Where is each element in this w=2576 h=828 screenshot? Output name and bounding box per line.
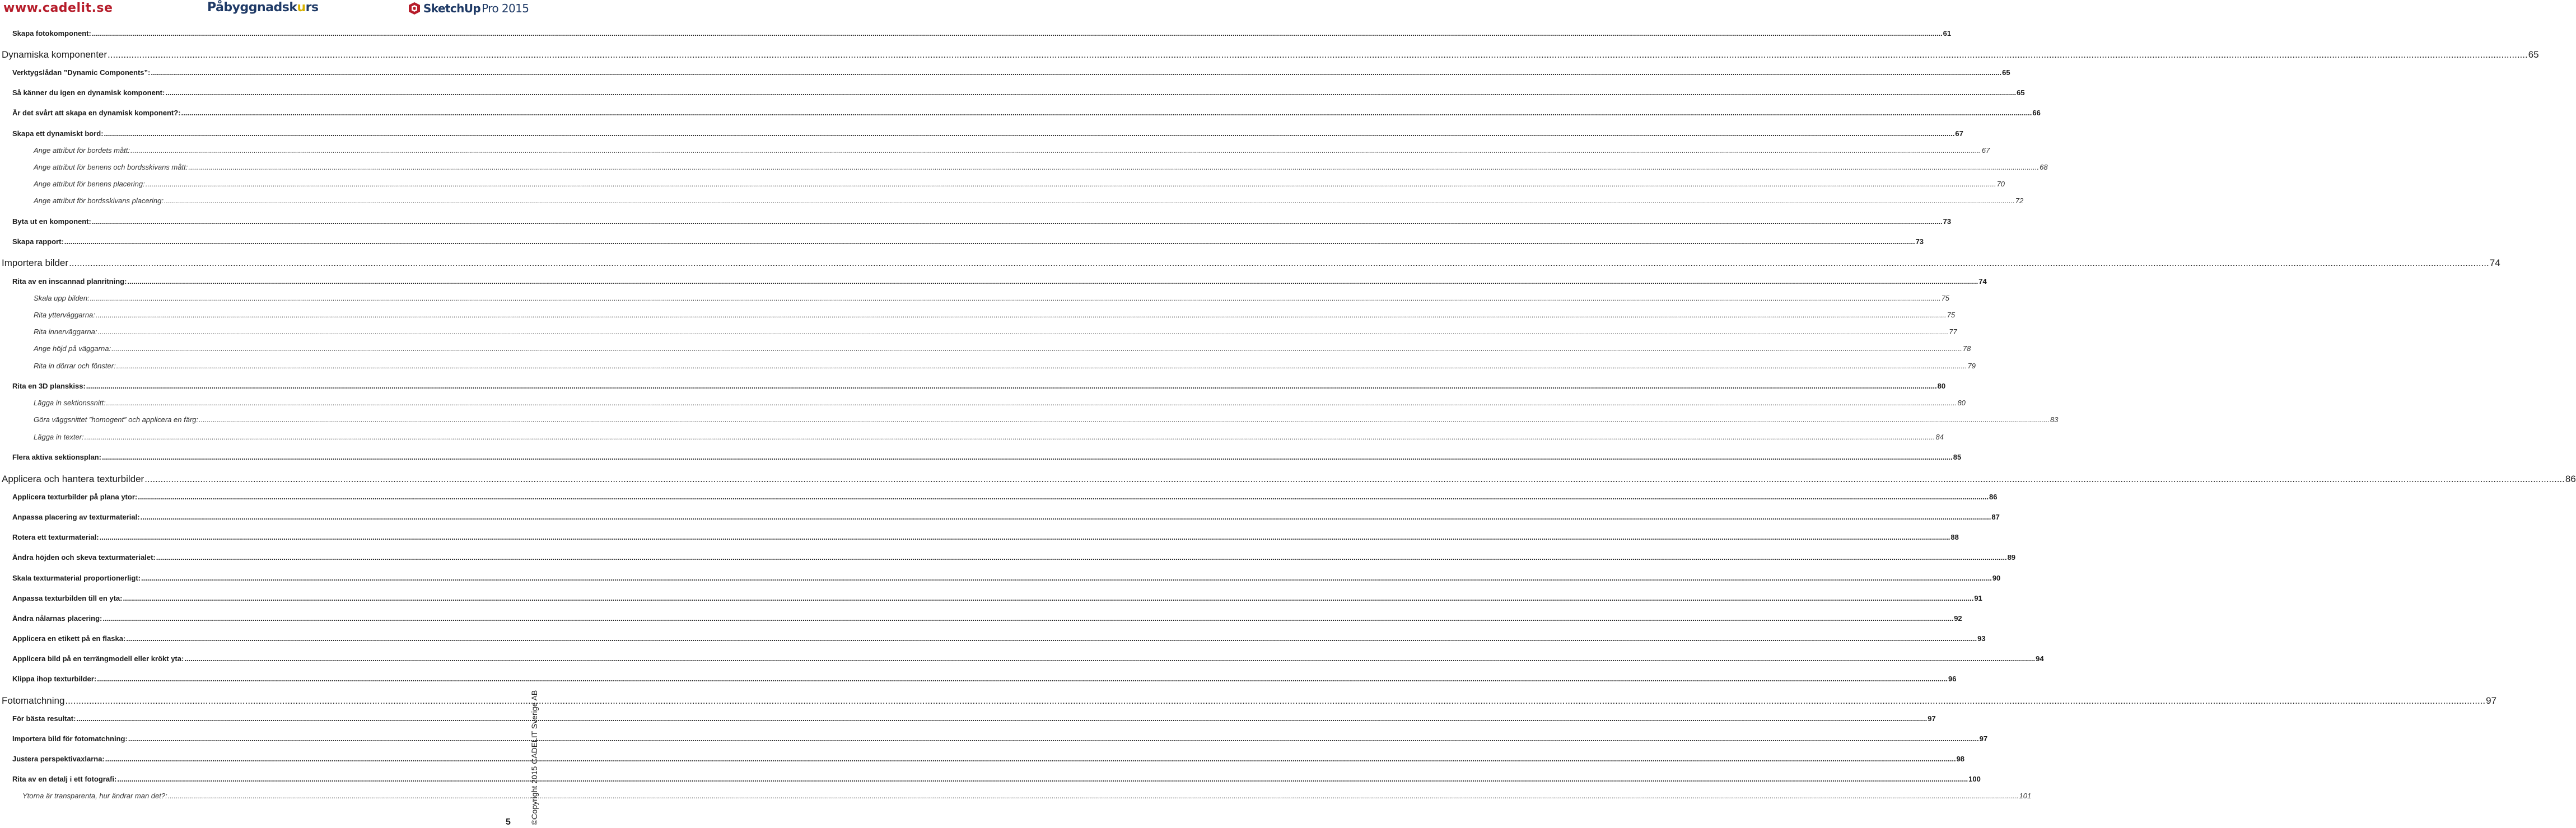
toc-leader-dots [188, 163, 2039, 171]
toc-entry[interactable] [12, 574, 2001, 582]
toc-subentry-title: Ytorna är transparenta, hur ändrar man det?: [22, 792, 167, 800]
toc-entry[interactable] [12, 88, 2025, 97]
toc-subentry[interactable] [34, 146, 1990, 155]
toc-chapter[interactable] [2, 695, 2497, 707]
toc-subentry[interactable] [34, 311, 1956, 319]
toc-leader-dots [86, 382, 1937, 390]
toc-entry-page: 61 [1943, 29, 1952, 38]
toc-subentry-page: 75 [1941, 294, 1950, 302]
toc-subentry-title: Rita innerväggarna: [34, 328, 97, 336]
toc-leader-dots [199, 415, 2050, 424]
toc-subentry[interactable] [34, 362, 1976, 370]
toc-leader-dots [90, 294, 1941, 302]
toc-leader-dots [156, 553, 2007, 562]
toc-entry-title: Rita av en detalj i ett fotografi: [12, 775, 117, 783]
toc-subentry-title: Ange attribut för bordsskivans placering: [34, 197, 164, 205]
toc-entry[interactable] [12, 775, 1981, 783]
toc-leader-dots [141, 513, 1991, 521]
toc-leader-dots [108, 49, 2528, 60]
toc-entry-title: Är det svårt att skapa en dynamisk komponent?: [12, 109, 181, 117]
toc-leader-dots [111, 344, 1962, 353]
toc-entry-title: Klippa ihop texturbilder: [12, 675, 97, 683]
toc-subentry-page: 78 [1962, 344, 1971, 353]
toc-entry-page: 93 [1977, 634, 1986, 643]
toc-chapter-title: Fotomatchning [2, 695, 65, 706]
toc-entry[interactable] [12, 654, 2044, 663]
toc-leader-dots [97, 675, 1948, 683]
toc-entry-page: 100 [1968, 775, 1981, 783]
toc-leader-dots [126, 634, 1977, 643]
toc-leader-dots [130, 146, 1981, 155]
brand-edition: Pro 2015 [482, 2, 529, 15]
toc-chapter-page: 97 [2486, 695, 2497, 706]
toc-subentry-page: 68 [2040, 163, 2048, 171]
toc-leader-dots [76, 714, 1927, 723]
toc-leader-dots [116, 362, 1967, 370]
toc-subentry-page: 70 [1996, 180, 2005, 188]
course-title-part-1: Påbyggnadsk [207, 1, 297, 15]
toc-leader-dots [69, 258, 2489, 269]
toc-leader-dots [184, 654, 2035, 663]
toc-entry-page: 89 [2007, 553, 2016, 562]
toc-leader-dots [128, 735, 1979, 743]
toc-entry-title: Rita en 3D planskiss: [12, 382, 86, 390]
toc-leader-dots [64, 237, 1915, 246]
toc-chapter[interactable] [2, 474, 2576, 485]
toc-leader-dots [65, 695, 2485, 707]
toc-subentry[interactable] [34, 344, 1971, 353]
toc-entry-title: Justera perspektivaxlarna: [12, 755, 105, 763]
toc-leader-dots [168, 792, 2019, 800]
copyright-notice: ©Copyright 2015 CADELIT Sverige AB [530, 690, 539, 825]
toc-subentry[interactable] [34, 294, 1950, 302]
toc-subentry-title: Ange höjd på väggarna: [34, 344, 111, 353]
toc-leader-dots [164, 197, 2015, 205]
toc-subentry[interactable] [22, 792, 2032, 800]
toc-leader-dots [146, 180, 1996, 188]
toc-entry[interactable] [12, 614, 1962, 623]
toc-leader-dots [100, 533, 1950, 541]
toc-chapter-page: 74 [2489, 258, 2500, 268]
toc-leader-dots [85, 433, 1935, 441]
site-url: www.cadelit.se [3, 1, 113, 15]
toc-entry-title: Byta ut en komponent: [12, 217, 91, 226]
toc-entry-page: 66 [2032, 109, 2041, 117]
toc-subentry-title: Skala upp bilden: [34, 294, 90, 302]
toc-entry[interactable] [12, 513, 2000, 521]
toc-entry-page: 65 [2002, 68, 2010, 77]
toc-entry-page: 74 [1978, 277, 1987, 286]
toc-leader-dots [102, 453, 1953, 461]
toc-chapter-title: Applicera och hantera texturbilder [2, 474, 144, 484]
toc-leader-dots [92, 217, 1943, 226]
toc-entry[interactable] [12, 594, 1982, 602]
toc-entry[interactable] [12, 217, 1952, 226]
toc-entry[interactable] [12, 109, 2041, 117]
toc-subentry-title: Lägga in texter: [34, 433, 84, 441]
toc-entry-page: 86 [1989, 493, 1998, 501]
toc-subentry-page: 72 [2015, 197, 2024, 205]
toc-entry[interactable] [12, 735, 1988, 743]
toc-entry-title: Skala texturmaterial proportionerligt: [12, 574, 141, 582]
toc-subentry[interactable] [34, 180, 2005, 188]
toc-entry-title: Skapa ett dynamiskt bord: [12, 129, 104, 138]
toc-entry-title: Anpassa texturbilden till en yta: [12, 594, 123, 602]
toc-entry-title: Applicera texturbilder på plana ytor: [12, 493, 138, 501]
toc-chapter-title: Dynamiska komponenter [2, 49, 108, 60]
toc-entry[interactable] [12, 533, 1959, 541]
toc-entry-page: 90 [1992, 574, 2001, 582]
toc-entry-title: Skapa fotokomponent: [12, 29, 91, 38]
toc-subentry-page: 83 [2050, 415, 2059, 424]
toc-entry[interactable] [12, 493, 1998, 501]
toc-entry-title: Rotera ett texturmaterial: [12, 533, 99, 541]
toc-entry[interactable] [12, 277, 1987, 286]
toc-chapter-page: 86 [2565, 474, 2576, 484]
toc-leader-dots [92, 29, 1943, 38]
toc-entry[interactable] [12, 129, 1963, 138]
toc-leader-dots [102, 614, 1953, 623]
toc-subentry-page: 79 [1967, 362, 1976, 370]
toc-leader-dots [96, 311, 1947, 319]
toc-entry-title: Verktygslådan ”Dynamic Components”: [12, 68, 151, 77]
toc-entry-title: Importera bild för fotomatchning: [12, 735, 128, 743]
toc-leader-dots [141, 574, 1992, 582]
toc-entry[interactable] [12, 634, 1986, 643]
toc-subentry-page: 84 [1935, 433, 1944, 441]
toc-entry[interactable] [12, 755, 1965, 763]
toc-entry-title: Ändra höjden och skeva texturmaterialet: [12, 553, 156, 562]
toc-subentry-page: 80 [1957, 399, 1966, 407]
toc-leader-dots [144, 474, 2565, 485]
toc-subentry[interactable] [34, 399, 1966, 407]
toc-entry-page: 85 [1953, 453, 1962, 461]
toc-chapter-page: 65 [2528, 49, 2539, 60]
toc-entry-title: Så känner du igen en dynamisk komponent: [12, 88, 165, 97]
toc-subentry[interactable] [34, 197, 2024, 205]
toc-leader-dots [104, 129, 1955, 138]
toc-entry-page: 73 [1943, 217, 1952, 226]
toc-entry-page: 91 [1974, 594, 1982, 602]
toc-entry-page: 80 [1937, 382, 1946, 390]
toc-entry-page: 65 [2017, 88, 2025, 97]
toc-entry-page: 73 [1915, 237, 1924, 246]
toc-entry-title: Ändra nålarnas placering: [12, 614, 102, 623]
toc-entry-page: 88 [1950, 533, 1959, 541]
toc-subentry-title: Rita in dörrar och fönster: [34, 362, 116, 370]
toc-entry[interactable] [12, 68, 2010, 77]
toc-subentry[interactable] [34, 433, 1944, 441]
toc-subentry-title: Ange attribut för bordets mått: [34, 146, 130, 155]
toc-entry-page: 96 [1948, 675, 1957, 683]
toc-subentry-title: Ange attribut för benens placering: [34, 180, 145, 188]
toc-entry[interactable] [12, 714, 1936, 723]
toc-chapter-title: Importera bilder [2, 258, 69, 268]
page-number: 5 [506, 817, 511, 827]
toc-entry-page: 97 [1979, 735, 1988, 743]
toc-entry[interactable] [12, 675, 1957, 683]
toc-entry-page: 94 [2036, 654, 2044, 663]
toc-entry-title: För bästa resultat: [12, 714, 76, 723]
toc-subentry[interactable] [34, 163, 2048, 171]
toc-entry[interactable] [12, 553, 2016, 562]
toc-entry-title: Flera aktiva sektionsplan: [12, 453, 101, 461]
toc-leader-dots [138, 493, 1989, 501]
toc-entry-title: Anpassa placering av texturmaterial: [12, 513, 140, 521]
toc-subentry[interactable] [34, 328, 1957, 336]
toc-entry-page: 98 [1956, 755, 1965, 763]
toc-leader-dots [106, 399, 1957, 407]
toc-entry-title: Rita av en inscannad planritning: [12, 277, 127, 286]
toc-entry[interactable] [12, 453, 1962, 461]
toc-entry-title: Applicera en etikett på en flaska: [12, 634, 126, 643]
toc-leader-dots [127, 277, 1978, 286]
toc-entry[interactable] [12, 29, 1952, 38]
toc-subentry-title: Göra väggsnittet ”homogent” och applicera en färg: [34, 415, 199, 424]
toc-entry-title: Skapa rapport: [12, 237, 64, 246]
toc-leader-dots [181, 109, 2032, 117]
toc-subentry-title: Lägga in sektionssnitt: [34, 399, 106, 407]
toc-entry-page: 97 [1928, 714, 1936, 723]
toc-leader-dots [165, 88, 2016, 97]
toc-subentry-title: Rita ytterväggarna: [34, 311, 95, 319]
brand-name: SketchUp [423, 2, 481, 15]
toc-entry-page: 67 [1955, 129, 1963, 138]
toc-leader-dots [97, 328, 1948, 336]
toc-subentry-page: 77 [1949, 328, 1957, 336]
toc-chapter[interactable] [2, 258, 2500, 269]
toc-leader-dots [123, 594, 1974, 602]
toc-entry-page: 87 [1991, 513, 2000, 521]
toc-chapter[interactable] [2, 49, 2539, 60]
toc-leader-dots [105, 755, 1956, 763]
toc-entry-title: Applicera bild på en terrängmodell eller krökt yta: [12, 654, 184, 663]
toc-entry-page: 92 [1954, 614, 1962, 623]
toc-subentry[interactable] [34, 415, 2059, 424]
toc-subentry-page: 75 [1947, 311, 1956, 319]
toc-leader-dots [151, 68, 2001, 77]
toc-subentry-page: 67 [1981, 146, 1990, 155]
toc-leader-dots [117, 775, 1968, 783]
toc-entry[interactable] [12, 382, 1946, 390]
toc-subentry-page: 101 [2019, 792, 2032, 800]
course-title-accent: u [297, 1, 306, 15]
course-title-part-2: rs [305, 1, 319, 15]
toc-subentry-title: Ange attribut för benens och bordsskivans mått: [34, 163, 188, 171]
toc-entry[interactable] [12, 237, 1924, 246]
